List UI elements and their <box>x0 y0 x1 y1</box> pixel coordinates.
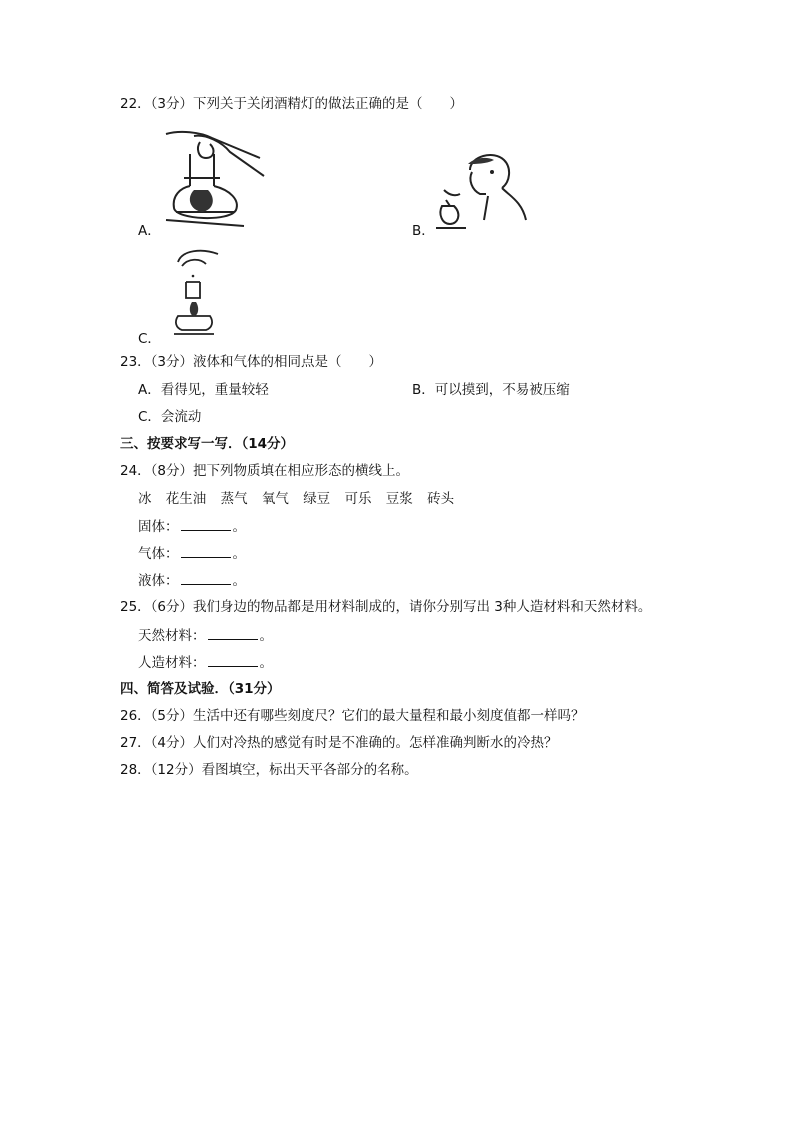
q24-gas-blank[interactable] <box>181 544 231 558</box>
q24-word: 冰 <box>138 491 152 507</box>
q24-word-list <box>138 490 464 508</box>
q24-solid-row <box>138 517 246 536</box>
section-4-heading: 四、简答及试验．（31分） <box>120 681 281 697</box>
q24-solid-label: 固体： <box>138 519 179 535</box>
q25-natural-label: 天然材料： <box>138 628 206 644</box>
q24-word: 可乐 <box>344 491 372 507</box>
q23-option-c[interactable]: C．会流动 <box>138 409 202 425</box>
q23-option-a[interactable]: A．看得见，重量较轻 <box>138 382 269 398</box>
q24-liquid-blank[interactable] <box>181 571 231 585</box>
q24-word: 蒸气 <box>220 491 248 507</box>
q24-liquid-label: 液体： <box>138 573 179 589</box>
section-3-heading: 三、按要求写一写．（14分） <box>120 436 295 452</box>
q22-option-a[interactable]: A． <box>138 223 161 239</box>
q24-word: 砖头 <box>427 491 455 507</box>
q24-word: 花生油 <box>165 491 207 507</box>
q28-stem: 28．（12分）看图填空，标出天平各部分的名称。 <box>120 762 418 778</box>
q24-word: 绿豆 <box>303 491 331 507</box>
q24-gas-label: 气体： <box>138 546 179 562</box>
q24-liquid-end: 。 <box>232 573 246 589</box>
q24-stem: 24．（8分）把下列物质填在相应形态的横线上。 <box>120 463 410 479</box>
q25-artificial-label: 人造材料： <box>138 655 206 671</box>
q22-option-b[interactable]: B． <box>412 223 435 239</box>
q24-gas-end: 。 <box>232 546 246 562</box>
lamp-cap-drop-image <box>166 246 222 338</box>
q24-gas-row <box>138 544 246 563</box>
q23-stem: 23．（3分）液体和气体的相同点是（ ） <box>120 354 383 370</box>
q23-option-b[interactable]: B．可以摸到，不易被压缩 <box>412 382 570 398</box>
q25-natural-end: 。 <box>259 628 273 644</box>
q24-word: 豆浆 <box>385 491 413 507</box>
q25-artificial-row <box>138 653 273 672</box>
q22-option-c[interactable]: C． <box>138 331 161 347</box>
q25-artificial-blank[interactable] <box>208 653 258 667</box>
q22-stem: 22．（3分）下列关于关闭酒精灯的做法正确的是（ ） <box>120 96 464 112</box>
q25-stem: 25．（6分）我们身边的物品都是用材料制成的，请你分别写出 3种人造材料和天然材料。 <box>120 599 652 615</box>
q24-solid-blank[interactable] <box>181 517 231 531</box>
q27-stem: 27．（4分）人们对冷热的感觉有时是不准确的。怎样准确判断水的冷热？ <box>120 735 558 751</box>
q24-solid-end: 。 <box>232 519 246 535</box>
q24-word: 氧气 <box>261 491 289 507</box>
q25-natural-blank[interactable] <box>208 626 258 640</box>
alcohol-lamp-cap-image <box>160 128 268 232</box>
q25-natural-row <box>138 626 273 645</box>
q25-artificial-end: 。 <box>259 655 273 671</box>
q24-liquid-row <box>138 571 246 590</box>
q26-stem: 26．（5分）生活中还有哪些刻度尺？它们的最大量程和最小刻度值都一样吗？ <box>120 708 585 724</box>
boy-blowing-lamp-image <box>432 150 528 234</box>
